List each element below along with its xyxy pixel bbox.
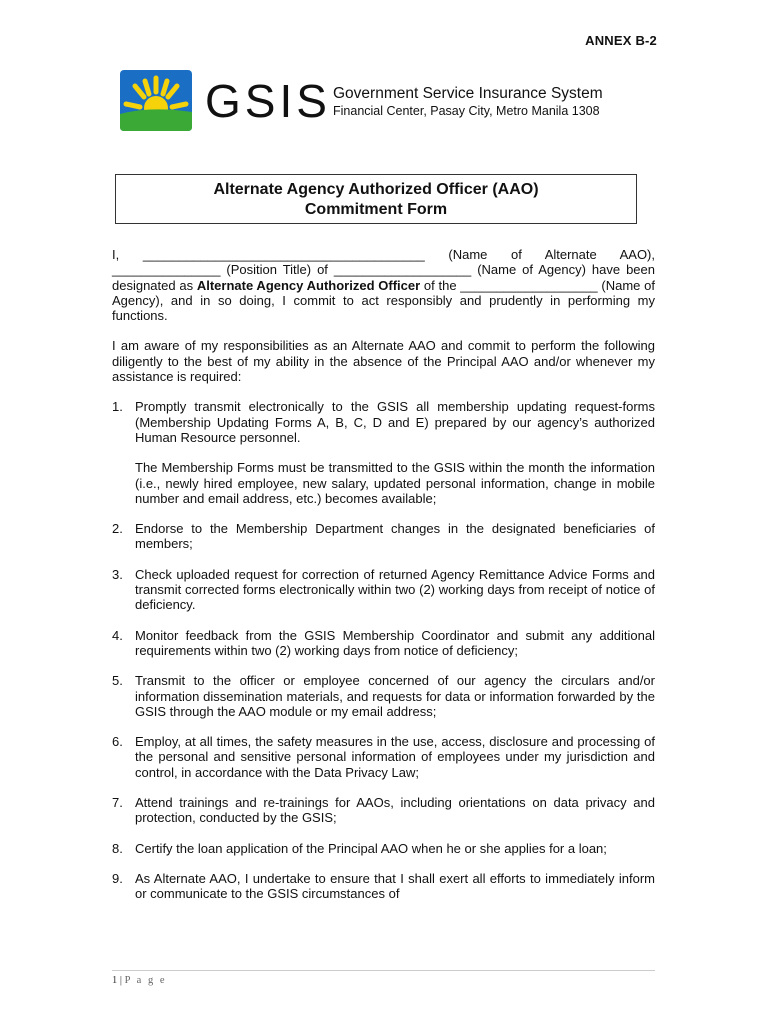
page-footer (112, 975, 167, 986)
list-item-text: Monitor feedback from the GSIS Membership Coordinator and submit any additional requirements within two (2) working days from notice of deficiency; (135, 627, 655, 658)
form-title-line1: Alternate Agency Authorized Officer (AAO) (213, 181, 539, 198)
list-item (112, 795, 655, 826)
list-item (112, 871, 655, 902)
org-address: Financial Center, Pasay City, Metro Manila 1308 (333, 104, 600, 118)
list-item (112, 399, 655, 506)
list-item (112, 841, 655, 856)
list-item-number: 3. (112, 566, 123, 582)
footer-divider (112, 970, 655, 971)
gsis-wordmark: GSIS (205, 75, 331, 127)
list-item-text: Transmit to the officer or employee concerned of our agency the circulars and/or information dissemination materials, and requests for data or information forwarded by the GSIS through the AAO module or my email address; (135, 673, 655, 719)
list-item (112, 567, 655, 613)
list-item (112, 628, 655, 659)
list-item-number: 9. (112, 870, 123, 886)
gsis-logo (120, 70, 192, 131)
list-item (112, 673, 655, 719)
list-item-number: 8. (112, 840, 123, 856)
list-item-text: Check uploaded request for correction of returned Agency Remittance Advice Forms and transmit corrected forms electronically within two (2) working days from receipt of notice of deficiency. (135, 566, 655, 613)
annex-label: ANNEX B-2 (585, 33, 657, 48)
intro-text-1: I, _______________________________________ (Name of Alternate AAO), _______________ (Position Title) of ___________________ (Name of Agency) have been designated as (112, 247, 655, 293)
list-item-number: 2. (112, 521, 123, 537)
page-number: 1 (112, 975, 118, 986)
list-item-number: 1. (112, 399, 123, 415)
list-item-number: 4. (112, 627, 123, 643)
list-item-text: Attend trainings and re-trainings for AAOs, including orientations on data privacy and protection, conducted by the GSIS; (135, 795, 655, 826)
list-item-text: Employ, at all times, the safety measures in the use, access, disclosure and processing of the personal and sensitive personal information of employees under my jurisdiction and control, in accordance with the Data Privacy Law; (135, 734, 655, 780)
list-item-text: Endorse to the Membership Department changes in the designated beneficiaries of members; (135, 521, 655, 552)
awareness-paragraph: I am aware of my responsibilities as an Alternate AAO and commit to perform the following diligently to the best of my ability in the absence of the Principal AAO and/or whenever my assistance is required: (112, 338, 655, 385)
list-item (112, 734, 655, 780)
intro-text-2: of the ___________________ (Name of Agency), and in so doing, I commit to act responsibly and prudently in performing my functions. (112, 277, 655, 324)
responsibility-list (112, 399, 655, 901)
intro-bold-designation: Alternate Agency Authorized Officer (196, 277, 421, 293)
list-item (112, 521, 655, 552)
list-item-subtext: The Membership Forms must be transmitted to the GSIS within the month the information (i.e., newly hired employee, new salary, updated personal information, change in mobile number and email address, etc.) becomes available; (135, 460, 655, 506)
list-item-number: 5. (112, 673, 123, 689)
list-item-text: As Alternate AAO, I undertake to ensure that I shall exert all efforts to immediately inform or communicate to the GSIS circumstances of (135, 870, 655, 902)
list-item-text: Promptly transmit electronically to the GSIS all membership updating request-forms (Membership Updating Forms A, B, C, D and E) prepared by our agency’s authorized Human Resource personnel. (135, 399, 655, 445)
org-name: Government Service Insurance System (333, 85, 603, 102)
list-item-number: 7. (112, 795, 123, 811)
form-title-line2: Commitment Form (304, 201, 448, 218)
page-separator: | (119, 975, 122, 986)
intro-paragraph (112, 247, 655, 323)
page-label: P a g e (124, 975, 167, 986)
form-title-box (115, 174, 637, 224)
form-body (112, 247, 655, 917)
list-item-number: 6. (112, 734, 123, 750)
list-item-text: Certify the loan application of the Principal AAO when he or she applies for a loan; (135, 840, 607, 856)
